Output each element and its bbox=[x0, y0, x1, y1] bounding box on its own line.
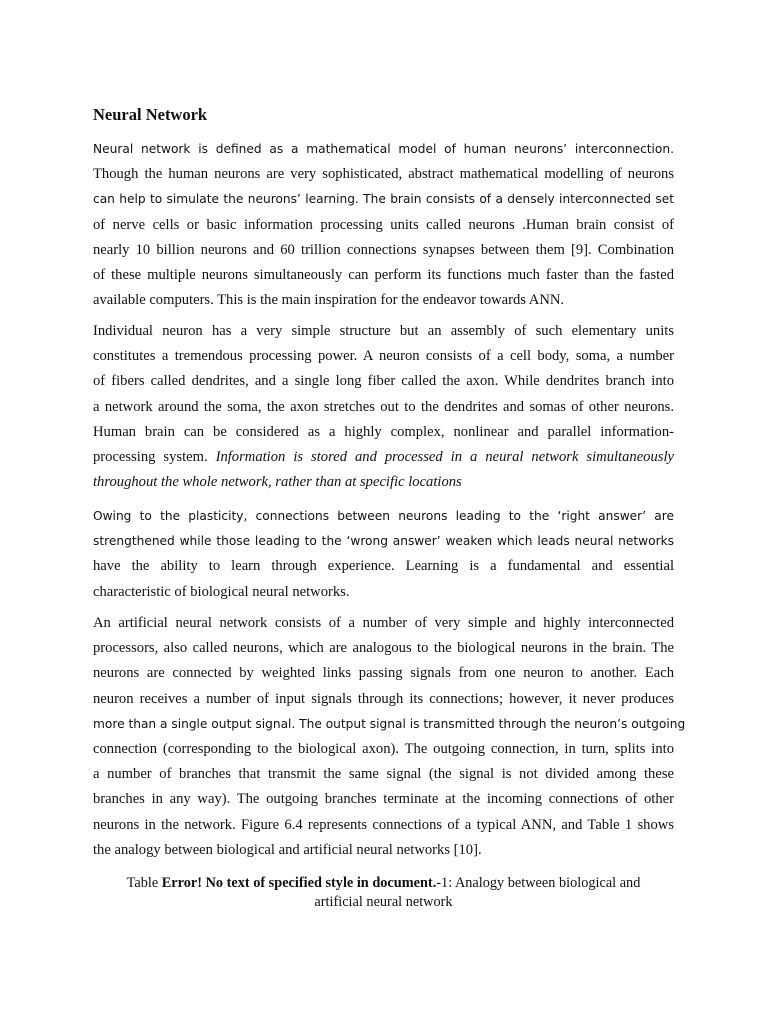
paragraph-line: characteristic of biological neural networks. bbox=[93, 583, 350, 600]
paragraph-line: Individual neuron has a very simple structure but an assembly of such elementary units bbox=[93, 323, 674, 339]
paragraph-line: neuron receives a number of input signals through its connections; however, it never produces bbox=[93, 690, 674, 707]
paragraph-line: a network around the soma, the axon stretches out to the dendrites and somas of other neurons. bbox=[93, 398, 674, 415]
paragraph-line: Though the human neurons are very sophisticated, abstract mathematical modelling of neurons bbox=[93, 166, 674, 183]
caption-prefix: Table bbox=[126, 875, 162, 891]
paragraph-line: the analogy between biological and artificial neural networks [10]. bbox=[93, 841, 482, 858]
paragraph-ann bbox=[93, 611, 686, 863]
paragraph-line: nearly 10 billion neurons and 60 trillion connections synapses between them [9]. Combination bbox=[93, 241, 674, 258]
emphasis-text: Information is stored and processed in a neural network simultaneously bbox=[215, 448, 674, 465]
section-heading: Neural Network bbox=[93, 105, 208, 124]
paragraph-line: can help to simulate the neurons’ learning. The brain consists of a densely interconnected set bbox=[93, 192, 674, 207]
paragraph-line: available computers. This is the main inspiration for the endeavor towards ANN. bbox=[93, 292, 565, 309]
paragraph-line bbox=[93, 445, 674, 470]
paragraph-line: Owing to the plasticity, connections between neurons leading to the ‘right answer’ are bbox=[93, 509, 674, 523]
paragraph-line: neurons are connected by weighted links passing signals from one neuron to another. Each bbox=[93, 665, 674, 682]
caption-error-text: Error! No text of specified style in document. bbox=[161, 875, 437, 891]
paragraph-line: strengthened while those leading to the ‘wrong answer’ weaken which leads neural networks bbox=[93, 534, 674, 549]
paragraph-line: constitutes a tremendous processing power. A neuron consists of a cell body, soma, a number bbox=[93, 348, 674, 365]
paragraph-line: of these multiple neurons simultaneously can perform its functions much faster than the fasted bbox=[93, 266, 674, 283]
paragraph-structure bbox=[93, 319, 674, 495]
emphasis-line: throughout the whole network, rather than at specific locations bbox=[93, 474, 462, 491]
paragraph-line: of fibers called dendrites, and a single long fiber called the axon. While dendrites branch into bbox=[93, 373, 674, 390]
caption-suffix: -1: Analogy between biological and bbox=[436, 875, 641, 891]
paragraph-line: have the ability to learn through experience. Learning is a fundamental and essential bbox=[93, 558, 674, 575]
caption-line-two: artificial neural network bbox=[314, 894, 453, 910]
paragraph-line: Human brain can be considered as a highly complex, nonlinear and parallel information- bbox=[93, 423, 674, 440]
paragraph-line: An artificial neural network consists of a number of very simple and highly interconnected bbox=[93, 615, 674, 631]
paragraph-line: branches in any way). The outgoing branches terminate at the incoming connections of other bbox=[93, 791, 674, 808]
paragraph-line: processors, also called neurons, which are analogous to the biological neurons in the brain. The bbox=[93, 640, 674, 657]
paragraph-line: Neural network is defined as a mathematical model of human neurons’ interconnection. bbox=[93, 142, 674, 156]
table-caption bbox=[93, 874, 674, 912]
paragraph-line-text: processing system. bbox=[93, 448, 216, 465]
paragraph-line: a number of branches that transmit the same signal (the signal is not divided among these bbox=[93, 766, 674, 783]
paragraph-line: connection (corresponding to the biological axon). The outgoing connection, in turn, splits into bbox=[93, 740, 674, 757]
paragraph-line: of nerve cells or basic information processing units called neurons .Human brain consist of bbox=[93, 216, 674, 233]
paragraph-line: neurons in the network. Figure 6.4 represents connections of a typical ANN, and Table 1 shows bbox=[93, 816, 674, 833]
paragraph-plasticity bbox=[93, 504, 674, 605]
paragraph-line: more than a single output signal. The output signal is transmitted through the neuron’s outgoing bbox=[93, 716, 686, 731]
paragraph-definition bbox=[93, 137, 674, 313]
